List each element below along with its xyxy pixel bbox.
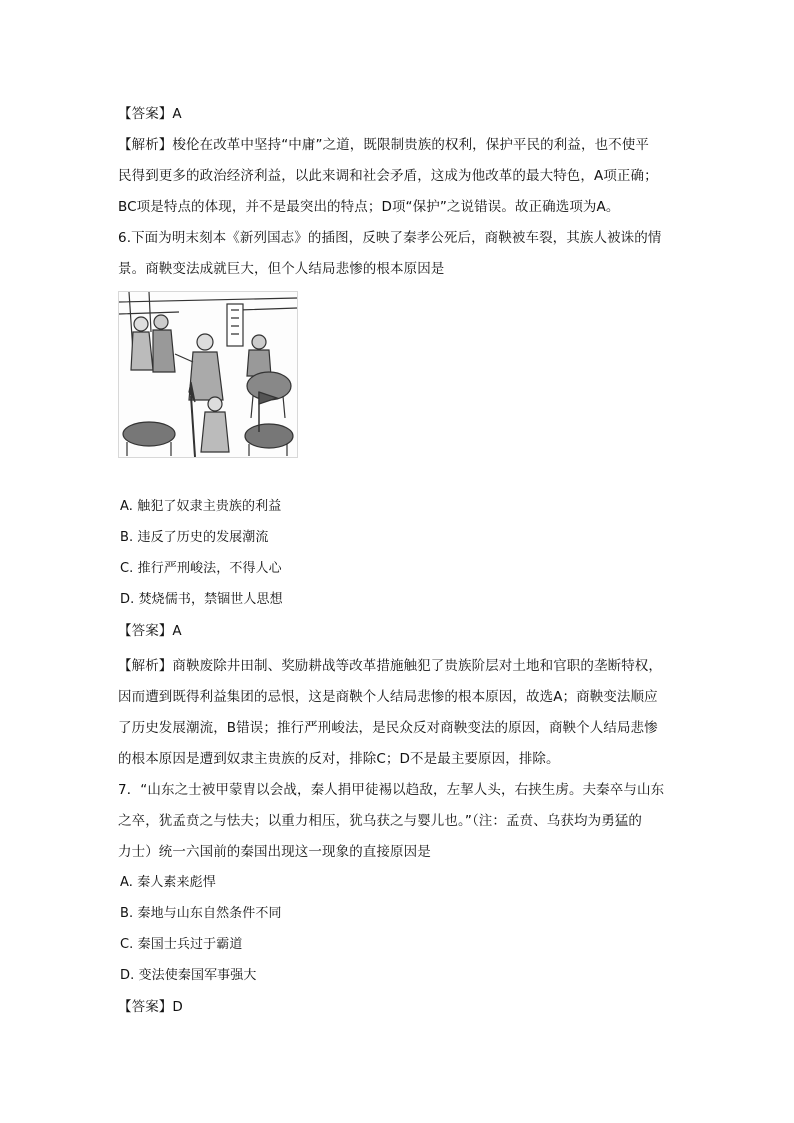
analysis-q5-line1: 【解析】梭伦在改革中坚持“中庸”之道，既限制贵族的权利，保护平民的利益，也不使平 [118, 137, 649, 153]
analysis-q6-line4: 的根本原因是遭到奴隶主贵族的反对，排除C；D不是最主要原因，排除。 [118, 751, 560, 767]
option-6b: B. 违反了历史的发展潮流 [120, 530, 269, 545]
analysis-q5-line3: BC项是特点的体现，并不是最突出的特点；D项“保护”之说错误。故正确选项为A。 [118, 199, 620, 215]
option-7c: C. 秦国士兵过于霸道 [120, 937, 243, 952]
analysis-q6-line1: 【解析】商鞅废除井田制、奖励耕战等改革措施触犯了贵族阶层对土地和官职的垄断特权， [118, 658, 662, 674]
question-7-line3: 力士）统一六国前的秦国出现这一现象的直接原因是 [118, 844, 431, 860]
option-6a: A. 触犯了奴隶主贵族的利益 [120, 499, 282, 514]
option-6c: C. 推行严刑峻法，不得人心 [120, 561, 282, 576]
analysis-q6-line3: 了历史发展潮流，B错误；推行严刑峻法，是民众反对商鞅变法的原因，商鞅个人结局悲惨 [118, 720, 658, 736]
question-7-line2: 之卒，犹孟贲之与怯夫；以重力相压，犹乌获之与婴儿也。”（注：孟贲、乌获均为勇猛的 [118, 813, 642, 829]
question-6-line2: 景。商鞅变法成就巨大，但个人结局悲惨的根本原因是 [118, 261, 445, 277]
analysis-q6-line2: 因而遭到既得利益集团的忌恨，这是商鞅个人结局悲惨的根本原因，故选A；商鞅变法顺应 [118, 689, 658, 705]
woodcut-illustration [118, 291, 298, 458]
option-6d: D. 焚烧儒书，禁锢世人思想 [120, 592, 283, 607]
analysis-q5-line2: 民得到更多的政治经济利益，以此来调和社会矛盾，这成为他改革的最大特色，A项正确； [118, 168, 658, 184]
option-7d: D. 变法使秦国军事强大 [120, 968, 257, 983]
answer-label-q5: 【答案】A [118, 106, 182, 122]
question-7-line1: 7．“山东之士被甲蒙胄以会战，秦人捐甲徒裼以趋敌，左挈人头，右挟生虏。夫秦卒与山东 [118, 782, 665, 798]
option-7b: B. 秦地与山东自然条件不同 [120, 906, 282, 921]
question-6-line1: 6.下面为明末刻本《新列国志》的插图，反映了秦孝公死后，商鞅被车裂，其族人被诛的情 [118, 230, 662, 246]
option-7a: A. 秦人素来彪悍 [120, 875, 216, 890]
answer-label-q6: 【答案】A [118, 623, 182, 639]
answer-label-q7: 【答案】D [118, 999, 183, 1015]
